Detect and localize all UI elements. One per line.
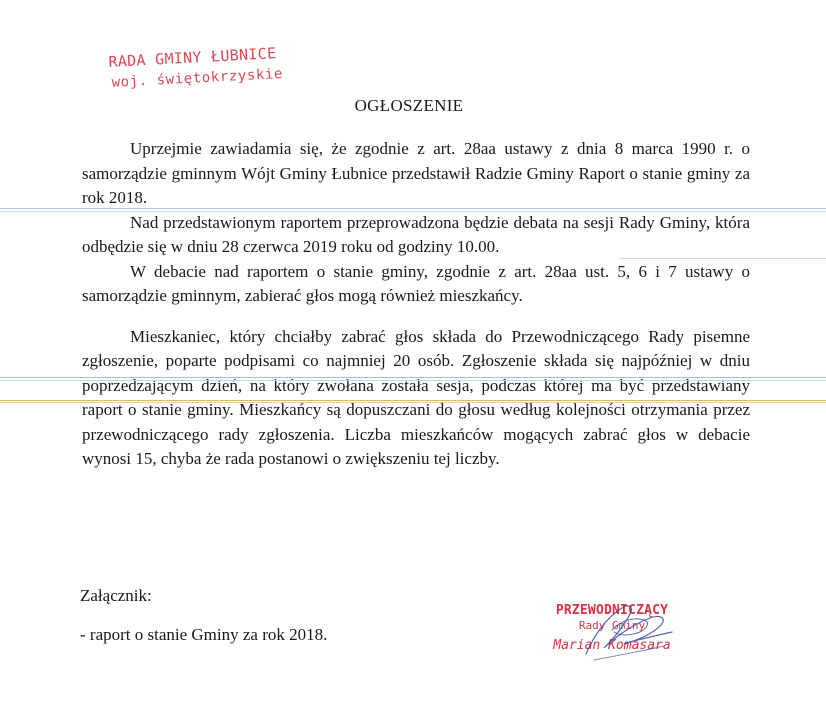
stamp-body: Rady Gminy: [578, 619, 646, 632]
stamp-line-region: woj. świętokrzyskie: [111, 65, 284, 91]
stamp-line-council: RADA GMINY ŁUBNICE: [108, 44, 277, 71]
stamp-role: PRZEWODNICZĄCY: [555, 603, 669, 618]
paragraph-residents-speak: W debacie nad raportem o stanie gminy, zgodnie z art. 28aa ust. 5, 6 i 7 ustawy o samorządzie gminnym, zabierać głos mogą również mieszkańcy.: [82, 261, 750, 305]
scan-artifact-line: [0, 208, 826, 209]
paragraph-debate-date: Nad przedstawionym raportem przeprowadzona będzie debata na sesji Rady Gminy, która odbędzie się w dniu 28 czerwca 2019 roku od godziny 10.00.: [82, 212, 750, 256]
handwritten-signature: [564, 596, 684, 668]
stamp-name: Marian Komasara: [553, 638, 671, 653]
scan-artifact-line: [0, 380, 826, 381]
scan-artifact-line: [0, 211, 826, 212]
attachment-item: - raport o stanie Gminy za rok 2018.: [80, 625, 328, 644]
scan-artifact-line: [0, 400, 826, 401]
attachment-label: Załącznik:: [80, 586, 152, 605]
scan-artifact-line: [0, 377, 826, 378]
scan-artifact-line: [620, 258, 826, 259]
document-title-text: OGŁOSZENIE: [354, 96, 464, 115]
announcement-body: [82, 137, 750, 472]
scan-artifact-line: [0, 402, 826, 403]
paragraph-application-rules: Mieszkaniec, który chciałby zabrać głos składa do Przewodniczącego Rady pisemne zgłoszenie, poparte podpisami co najmniej 20 osób. Zgłoszenie składa się najpóźniej w dniu poprzedzającym dzień, na który zwołana została sesja, podczas której ma być przedstawiany raport o stanie gminy. Mieszkańcy są dopuszczani do głosu według kolejności otrzymania przez przewodniczącego rady zgłoszenia. Liczba mieszkańców mogących zabrać głos w debacie wynosi 15, chyba że rada postanowi o zwiększeniu tej liczby.: [82, 326, 750, 468]
paragraph-report-presented: Uprzejmie zawiadamia się, że zgodnie z art. 28aa ustawy z dnia 8 marca 1990 r. o samorządzie gminnym Wójt Gminy Łubnice przedstawił Radzie Gminy Raport o stanie gminy za rok 2018.: [82, 139, 750, 207]
document-title: [0, 96, 826, 116]
council-header-stamp: [108, 43, 284, 94]
